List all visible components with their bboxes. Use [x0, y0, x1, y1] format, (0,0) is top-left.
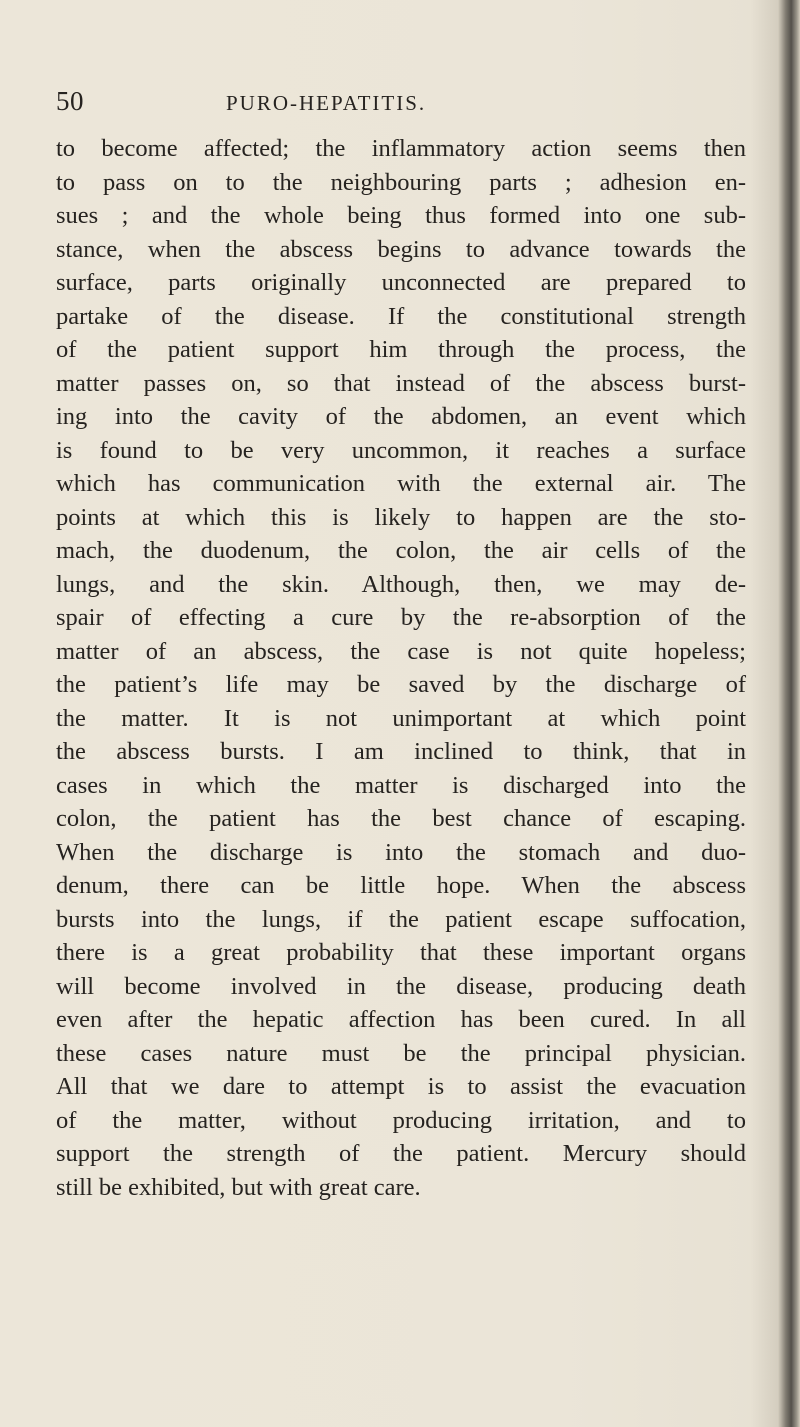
text-line: the abscess bursts. I am inclined to think, that in: [56, 738, 746, 765]
page-gutter-shadow: [750, 0, 780, 1427]
text-line: colon, the patient has the best chance of escaping.: [56, 805, 746, 832]
text-line: matter of an abscess, the case is not quite hopeless;: [56, 637, 746, 665]
book-edge: [778, 0, 800, 1427]
text-line: spair of effecting a cure by the re-absorption of the: [56, 604, 746, 631]
text-line: there is a great probability that these important organs: [56, 939, 746, 966]
running-head: PURO-HEPATITIS.: [226, 91, 427, 115]
text-line: will become involved in the disease, producing death: [56, 972, 746, 1000]
text-line: is found to be very uncommon, it reaches a surface: [56, 436, 746, 464]
page-number: 50: [56, 86, 84, 116]
text-line: All that we dare to attempt is to assist the evacuation: [56, 1073, 746, 1100]
text-line: still be exhibited, but with great care.: [56, 1173, 421, 1201]
text-line: support the strength of the patient. Mercury should: [56, 1140, 746, 1167]
text-line: When the discharge is into the stomach and duo-: [56, 838, 746, 866]
text-line: of the patient support him through the process, the: [56, 336, 746, 363]
text-line: denum, there can be little hope. When the abscess: [56, 872, 746, 899]
text-line: matter passes on, so that instead of the abscess burst-: [56, 369, 746, 397]
text-line: ing into the cavity of the abdomen, an event which: [56, 403, 746, 430]
text-line: to become affected; the inflammatory action seems then: [56, 135, 746, 162]
text-line: these cases nature must be the principal physician.: [56, 1039, 746, 1067]
text-line: lungs, and the skin. Although, then, we may de-: [56, 570, 746, 598]
text-line: partake of the disease. If the constitutional strength: [56, 302, 746, 330]
body-text: [56, 132, 746, 1204]
text-line: surface, parts originally unconnected are prepared to: [56, 269, 746, 296]
text-line: the patient’s life may be saved by the discharge of: [56, 671, 746, 698]
text-line: even after the hepatic affection has been cured. In all: [56, 1006, 746, 1033]
text-line: mach, the duodenum, the colon, the air cells of the: [56, 537, 746, 564]
text-line: to pass on to the neighbouring parts ; adhesion en-: [56, 168, 746, 196]
text-line: stance, when the abscess begins to advance towards the: [56, 235, 746, 263]
text-line: the matter. It is not unimportant at which point: [56, 704, 746, 732]
text-line: sues ; and the whole being thus formed into one sub-: [56, 202, 746, 229]
text-line: bursts into the lungs, if the patient escape suffocation,: [56, 905, 746, 933]
text-line: of the matter, without producing irritation, and to: [56, 1106, 746, 1134]
text-line: points at which this is likely to happen are the sto-: [56, 503, 746, 531]
text-line: which has communication with the external air. The: [56, 470, 746, 497]
text-line: cases in which the matter is discharged into the: [56, 771, 746, 799]
